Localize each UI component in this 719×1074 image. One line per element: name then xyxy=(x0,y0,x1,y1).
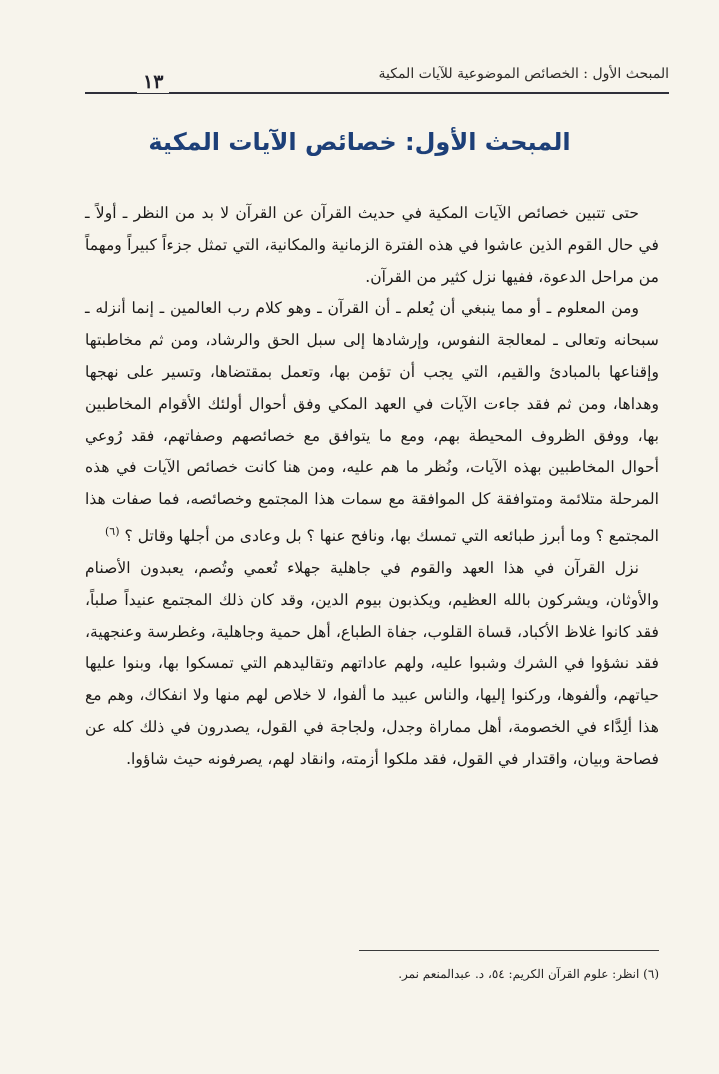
footnote-divider xyxy=(359,950,659,951)
paragraph-3 xyxy=(85,553,659,776)
paragraph-3-text: نزل القرآن في هذا العهد والقوم في جاهلية جهلاء تُعمي وتُصم، يعبدون الأصنام والأوثان، ويشركون بالله العظيم، ويكذبون بيوم الدين، وقد كان ذلك المجتمع عنيداً صلباً، فقد كانوا غلاظ الأكباد، قساة القلوب، جفاة الطباع، أهل حمية وجاهلية، وغطرسة وعنجهية، فقد نشؤوا في الشرك وشبوا عليه، ولهم عاداتهم وتقاليدهم التي تمسكوا بها، وبنوا عليها حياتهم، وألفوها، وركنوا إليها، والناس عبيد ما ألفوا، لا خلاص لهم منها ولا انفكاك، وهم مع هذا ألِدَّاء في الخصومة، أهل مماراة وجدل، ولجاجة في القول، يصدرون في ذلك كله عن فصاحة وبيان، واقتدار في القول، فقد ملكوا أزمته، وانقاد لهم، يصرفونه حيث شاؤوا. xyxy=(85,558,659,768)
chapter-title: المبحث الأول: خصائص الآيات المكية xyxy=(148,128,571,156)
paragraph-2-text: ومن المعلوم ـ أو مما ينبغي أن يُعلم ـ أن القرآن ـ وهو كلام رب العالمين ـ إنما أنزله ـ سبحانه وتعالى ـ لمعالجة النفوس، وإرشادها إلى سبل الحق والرشاد، ومن ثم مخاطبتها وإقناعها بالمبادئ والقيم، التي يجب أن تؤمن بها، وتعمل بمقتضاها، وتسير على نهجها وهداها، ومن ثم فقد جاءت الآيات في العهد المكي وفق أحوال أولئك الأقوام المخاطبين بها، ووفق الظروف المحيطة بهم، ومع ما يتوافق مع خصائصهم وصفاتهم، فقد رُوعي أحوال المخاطبين بهذه الآيات، ونُظر ما هم عليه، ومن هنا كانت خصائص الآيات في هذه المرحلة متلائمة ومتوافقة كل الموافقة مع سمات هذا المجتمع وخصائصه، فما صفات هذا المجتمع ؟ وما أبرز طبائعه التي تمسك بها، ونافح عنها ؟ بل وعادى من أجلها وقاتل ؟ xyxy=(85,299,659,546)
paragraph-2 xyxy=(85,293,659,553)
body-text xyxy=(85,198,659,776)
paragraph-1 xyxy=(85,198,659,293)
footnote: (٦) انظر: علوم القرآن الكريم: ٥٤، د. عبدالمنعم نمر. xyxy=(398,967,659,981)
footnote-reference[interactable]: (٦) xyxy=(104,524,120,538)
running-header xyxy=(85,62,669,102)
running-title: المبحث الأول : الخصائص الموضوعية للآيات المكية xyxy=(378,66,669,82)
header-rule xyxy=(85,92,669,94)
page-number: ١٣ xyxy=(137,71,169,93)
paragraph-1-text: حتى تتبين خصائص الآيات المكية في حديث القرآن عن القرآن لا بد من النظر ـ أولاً ـ في حال القوم الذين عاشوا في هذه الفترة الزمانية والمكانية، التي تمثل جزءاً كبيراً ومهماً من مراحل الدعوة، ففيها نزل كثير من القرآن. xyxy=(85,204,659,286)
